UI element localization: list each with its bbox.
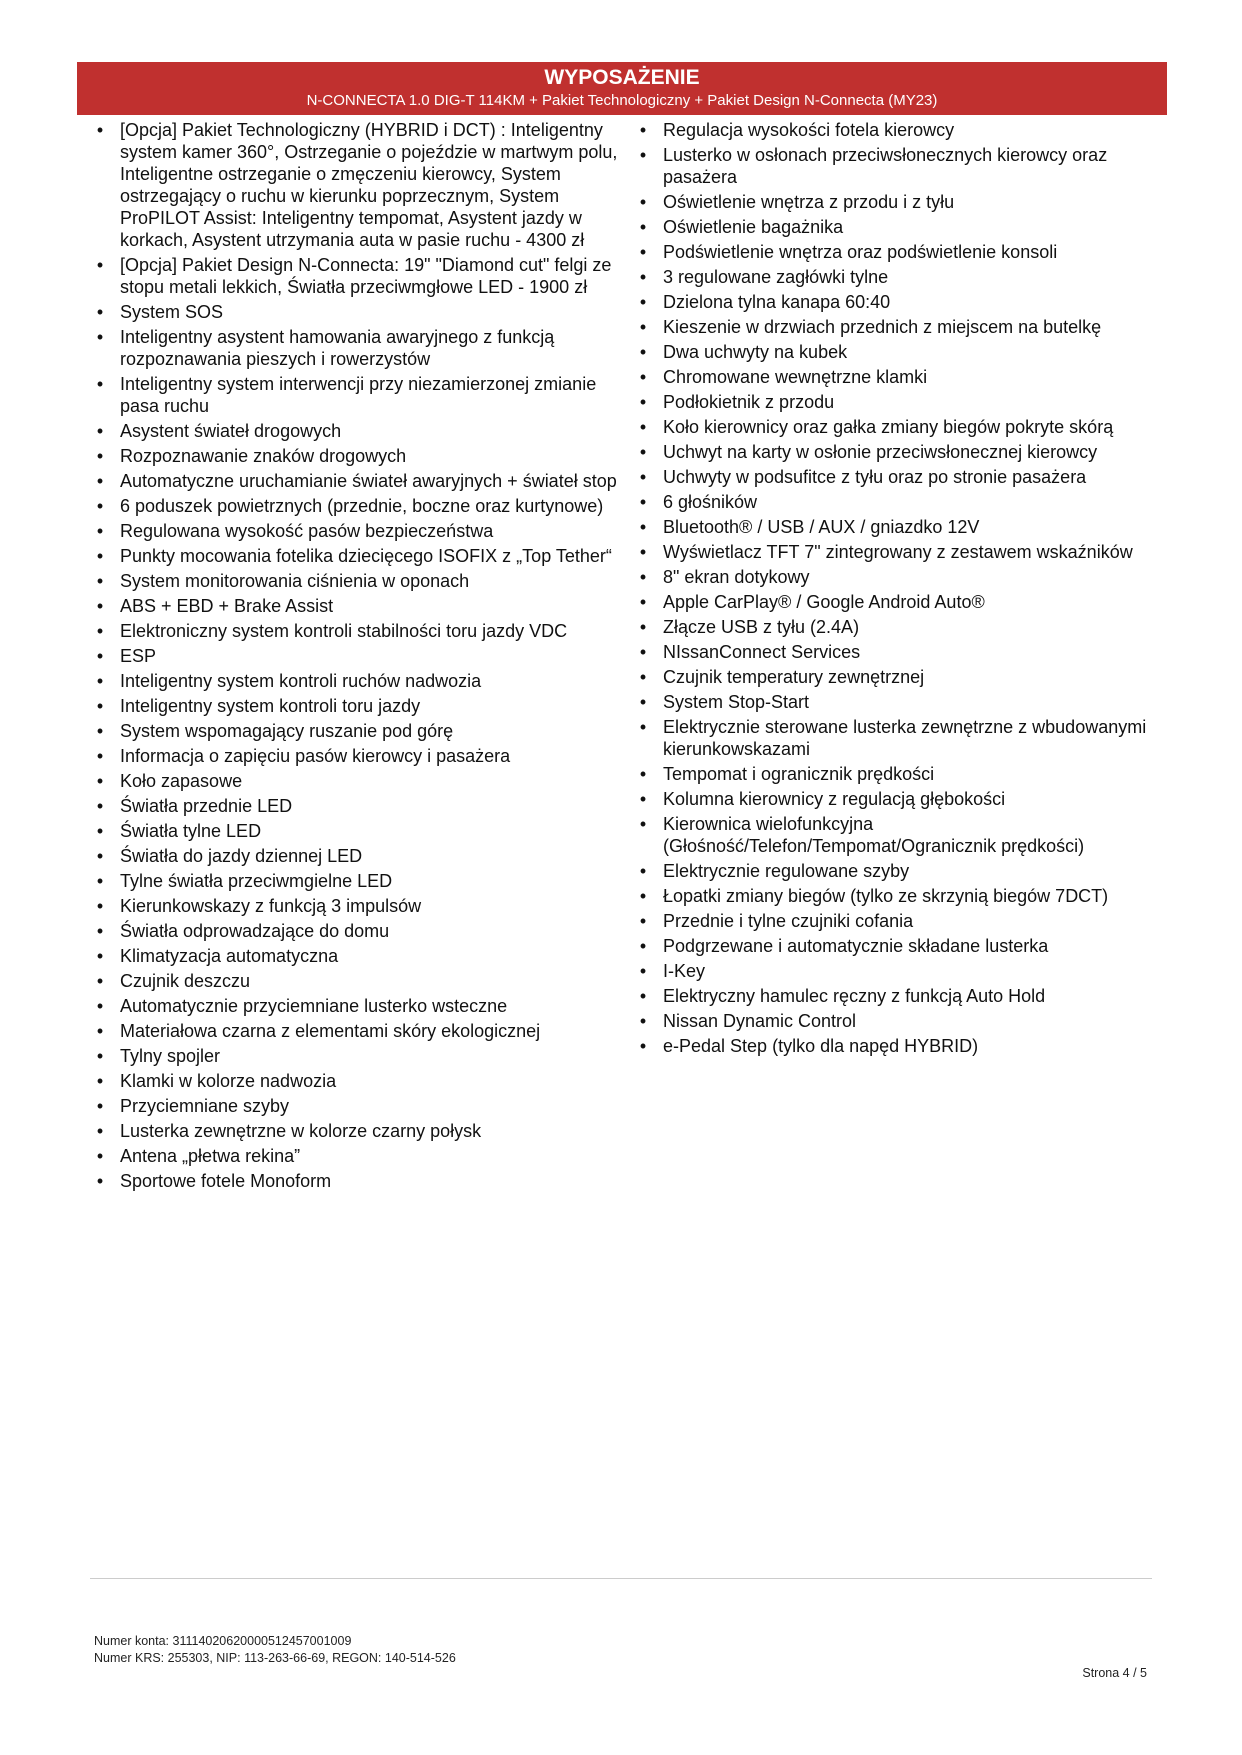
bullet-icon: • (639, 145, 647, 165)
list-item-text: Rozpoznawanie znaków drogowych (120, 446, 407, 466)
bullet-icon: • (96, 1046, 104, 1066)
list-item-text: 6 głośników (663, 492, 758, 512)
list-item (93, 520, 623, 542)
list-item-text: Uchwyt na karty w osłonie przeciwsłonecznej kierowcy (663, 442, 1098, 462)
list-item-text: Koło zapasowe (120, 771, 243, 791)
bullet-icon: • (96, 996, 104, 1016)
list-item-text: ABS + EBD + Brake Assist (120, 596, 334, 616)
list-item (636, 1010, 1166, 1032)
list-item (636, 366, 1166, 388)
list-item-text: Podświetlenie wnętrza oraz podświetlenie konsoli (663, 242, 1058, 262)
list-item (636, 466, 1166, 488)
list-item (636, 910, 1166, 932)
list-item-text: Dzielona tylna kanapa 60:40 (663, 292, 891, 312)
bullet-icon: • (96, 896, 104, 916)
list-item-text: Asystent świateł drogowych (120, 421, 342, 441)
list-item (636, 691, 1166, 713)
list-item (93, 1170, 623, 1192)
list-item (93, 495, 623, 517)
list-item-text: Wyświetlacz TFT 7" zintegrowany z zestawem wskaźników (663, 542, 1133, 562)
list-item-text: Apple CarPlay® / Google Android Auto® (663, 592, 985, 612)
list-item-text: Światła przednie LED (120, 796, 293, 816)
list-item (93, 945, 623, 967)
list-item-text: Tempomat i ogranicznik prędkości (663, 764, 935, 784)
bullet-icon: • (639, 692, 647, 712)
list-item (636, 144, 1166, 188)
list-item (636, 716, 1166, 760)
bullet-icon: • (96, 1021, 104, 1041)
list-item-text: Podgrzewane i automatycznie składane lusterka (663, 936, 1049, 956)
bullet-icon: • (639, 467, 647, 487)
page-number: Strona 4 / 5 (1082, 1666, 1147, 1680)
list-item (93, 254, 623, 298)
list-item-text: Koło kierownicy oraz gałka zmiany biegów pokryte skórą (663, 417, 1114, 437)
list-item (93, 620, 623, 642)
bullet-icon: • (96, 471, 104, 491)
bullet-icon: • (639, 667, 647, 687)
bullet-icon: • (639, 814, 647, 834)
bullet-icon: • (96, 120, 104, 140)
list-item (636, 1035, 1166, 1057)
bullet-icon: • (639, 442, 647, 462)
list-item-text: Informacja o zapięciu pasów kierowcy i pasażera (120, 746, 511, 766)
list-item (636, 241, 1166, 263)
bullet-icon: • (639, 717, 647, 737)
list-item (93, 920, 623, 942)
equipment-list-right (636, 119, 1166, 1060)
list-item (93, 373, 623, 417)
list-item-text: Światła do jazdy dziennej LED (120, 846, 363, 866)
bullet-icon: • (639, 642, 647, 662)
bullet-icon: • (96, 821, 104, 841)
bullet-icon: • (639, 567, 647, 587)
bullet-icon: • (639, 1011, 647, 1031)
bullet-icon: • (96, 255, 104, 275)
list-item-text: Nissan Dynamic Control (663, 1011, 857, 1031)
list-item (93, 745, 623, 767)
list-item-text: [Opcja] Pakiet Design N-Connecta: 19" "Diamond cut" felgi ze stopu metali lekkich, Światła przeciwmgłowe LED - 1900 zł (120, 255, 612, 297)
list-item-text: 3 regulowane zagłówki tylne (663, 267, 889, 287)
list-item (636, 391, 1166, 413)
bullet-icon: • (639, 789, 647, 809)
bullet-icon: • (96, 671, 104, 691)
list-item (93, 470, 623, 492)
list-item (636, 788, 1166, 810)
list-item (93, 895, 623, 917)
bullet-icon: • (96, 1171, 104, 1191)
list-item (93, 845, 623, 867)
list-item-text: Klimatyzacja automatyczna (120, 946, 339, 966)
list-item-text: Chromowane wewnętrzne klamki (663, 367, 928, 387)
bullet-icon: • (639, 267, 647, 287)
list-item-text: Regulacja wysokości fotela kierowcy (663, 120, 955, 140)
list-item (636, 885, 1166, 907)
list-item (636, 616, 1166, 638)
list-item (93, 795, 623, 817)
list-item (636, 191, 1166, 213)
list-item (636, 666, 1166, 688)
bullet-icon: • (639, 392, 647, 412)
list-item (636, 341, 1166, 363)
list-item (93, 820, 623, 842)
bullet-icon: • (96, 327, 104, 347)
list-item-text: Tylny spojler (120, 1046, 221, 1066)
list-item (93, 645, 623, 667)
list-item-text: Czujnik deszczu (120, 971, 251, 991)
bullet-icon: • (639, 861, 647, 881)
list-item (93, 301, 623, 323)
bullet-icon: • (96, 796, 104, 816)
list-item (636, 541, 1166, 563)
equipment-header (77, 62, 1167, 115)
list-item (636, 491, 1166, 513)
bullet-icon: • (639, 292, 647, 312)
list-item-text: System Stop-Start (663, 692, 810, 712)
list-item (636, 591, 1166, 613)
bullet-icon: • (96, 621, 104, 641)
list-item-text: Kierunkowskazy z funkcją 3 impulsów (120, 896, 422, 916)
header-title: WYPOSAŻENIE (544, 66, 700, 89)
list-item-text: 6 poduszek powietrznych (przednie, boczne oraz kurtynowe) (120, 496, 604, 516)
list-item-text: Inteligentny system kontroli ruchów nadwozia (120, 671, 482, 691)
list-item-text: Bluetooth® / USB / AUX / gniazdko 12V (663, 517, 980, 537)
bullet-icon: • (96, 846, 104, 866)
list-item (636, 441, 1166, 463)
list-item (93, 119, 623, 251)
list-item-text: I-Key (663, 961, 706, 981)
list-item (93, 326, 623, 370)
list-item-text: Elektrycznie regulowane szyby (663, 861, 910, 881)
list-item (93, 1145, 623, 1167)
list-item (93, 970, 623, 992)
bullet-icon: • (639, 886, 647, 906)
list-item (93, 995, 623, 1017)
bullet-icon: • (639, 986, 647, 1006)
list-item-text: Inteligentny system interwencji przy niezamierzonej zmianie pasa ruchu (120, 374, 597, 416)
list-item (93, 1120, 623, 1142)
list-item-text: Automatyczne uruchamianie świateł awaryjnych + świateł stop (120, 471, 617, 491)
list-item (636, 266, 1166, 288)
bullet-icon: • (96, 546, 104, 566)
list-item (636, 516, 1166, 538)
list-item (636, 119, 1166, 141)
footer-company-ids: Numer KRS: 255303, NIP: 113-263-66-69, REGON: 140-514-526 (94, 1651, 456, 1665)
bullet-icon: • (639, 1036, 647, 1056)
list-item (636, 641, 1166, 663)
list-item (636, 763, 1166, 785)
bullet-icon: • (639, 492, 647, 512)
list-item-text: Elektroniczny system kontroli stabilności toru jazdy VDC (120, 621, 568, 641)
list-item-text: Antena „płetwa rekina” (120, 1146, 301, 1166)
list-item (93, 545, 623, 567)
list-item (93, 1045, 623, 1067)
list-item (636, 416, 1166, 438)
list-item-text: Sportowe fotele Monoform (120, 1171, 332, 1191)
list-item-text: System monitorowania ciśnienia w oponach (120, 571, 470, 591)
list-item-text: Punkty mocowania fotelika dziecięcego ISOFIX z „Top Tether“ (120, 546, 612, 566)
list-item-text: Inteligentny system kontroli toru jazdy (120, 696, 421, 716)
list-item (636, 985, 1166, 1007)
bullet-icon: • (639, 517, 647, 537)
list-item (93, 595, 623, 617)
list-item-text: Elektryczny hamulec ręczny z funkcją Auto Hold (663, 986, 1046, 1006)
list-item-text: Oświetlenie wnętrza z przodu i z tyłu (663, 192, 955, 212)
list-item (93, 770, 623, 792)
bullet-icon: • (639, 120, 647, 140)
bullet-icon: • (96, 746, 104, 766)
list-item-text: Inteligentny asystent hamowania awaryjnego z funkcją rozpoznawania pieszych i rowerzystów (120, 327, 555, 369)
bullet-icon: • (639, 367, 647, 387)
bullet-icon: • (96, 871, 104, 891)
list-item-text: Klamki w kolorze nadwozia (120, 1071, 337, 1091)
list-item-text: Materiałowa czarna z elementami skóry ekologicznej (120, 1021, 541, 1041)
list-item-text: Oświetlenie bagażnika (663, 217, 844, 237)
list-item-text: Czujnik temperatury zewnętrznej (663, 667, 925, 687)
list-item (93, 445, 623, 467)
bullet-icon: • (96, 721, 104, 741)
list-item-text: Lusterko w osłonach przeciwsłonecznych kierowcy oraz pasażera (663, 145, 1108, 187)
bullet-icon: • (96, 421, 104, 441)
bullet-icon: • (96, 646, 104, 666)
list-item-text: [Opcja] Pakiet Technologiczny (HYBRID i DCT) : Inteligentny system kamer 360°, Ostrzeganie o pojeździe w martwym polu, Inteligentne ostrzeganie o zmęczeniu kierowcy, System ostrzegający o ruchu w kierunku poprzecznym, System ProPILOT Assist: Inteligentny tempomat, Asystent jazdy w korkach, Asystent utrzymania auta w pasie ruchu - 4300 zł (120, 120, 618, 250)
bullet-icon: • (96, 374, 104, 394)
list-item-text: Kierownica wielofunkcyjna (Głośność/Telefon/Tempomat/Ogranicznik prędkości) (663, 814, 1085, 856)
list-item-text: Podłokietnik z przodu (663, 392, 835, 412)
bullet-icon: • (96, 1096, 104, 1116)
bullet-icon: • (639, 242, 647, 262)
list-item (93, 870, 623, 892)
bullet-icon: • (96, 521, 104, 541)
list-item-text: ESP (120, 646, 157, 666)
list-item-text: Uchwyty w podsufitce z tyłu oraz po stronie pasażera (663, 467, 1087, 487)
equipment-list-left (93, 119, 623, 1195)
list-item-text: Łopatki zmiany biegów (tylko ze skrzynią biegów 7DCT) (663, 886, 1109, 906)
bullet-icon: • (96, 302, 104, 322)
bullet-icon: • (639, 936, 647, 956)
list-item-text: Światła tylne LED (120, 821, 262, 841)
list-item-text: Światła odprowadzające do domu (120, 921, 390, 941)
list-item-text: 8" ekran dotykowy (663, 567, 810, 587)
bullet-icon: • (639, 217, 647, 237)
bullet-icon: • (96, 1121, 104, 1141)
list-item-text: System wspomagający ruszanie pod górę (120, 721, 454, 741)
list-item (636, 813, 1166, 857)
bullet-icon: • (639, 617, 647, 637)
list-item (93, 670, 623, 692)
list-item-text: Lusterka zewnętrzne w kolorze czarny połysk (120, 1121, 482, 1141)
footer-account-number: Numer konta: 31114020620000512457001009 (94, 1634, 352, 1648)
list-item (93, 570, 623, 592)
bullet-icon: • (639, 764, 647, 784)
bullet-icon: • (96, 571, 104, 591)
bullet-icon: • (639, 317, 647, 337)
list-item-text: e-Pedal Step (tylko dla napęd HYBRID) (663, 1036, 979, 1056)
list-item (636, 566, 1166, 588)
header-subtitle: N-CONNECTA 1.0 DIG-T 114KM + Pakiet Technologiczny + Pakiet Design N-Connecta (MY23) (306, 92, 938, 109)
list-item (93, 695, 623, 717)
list-item-text: Tylne światła przeciwmgielne LED (120, 871, 393, 891)
list-item (93, 1095, 623, 1117)
bullet-icon: • (639, 342, 647, 362)
list-item (93, 420, 623, 442)
footer-divider (90, 1578, 1152, 1579)
bullet-icon: • (96, 446, 104, 466)
bullet-icon: • (96, 1071, 104, 1091)
list-item (93, 1020, 623, 1042)
list-item-text: Kolumna kierownicy z regulacją głębokości (663, 789, 1006, 809)
bullet-icon: • (639, 592, 647, 612)
bullet-icon: • (639, 961, 647, 981)
bullet-icon: • (639, 911, 647, 931)
list-item-text: Automatycznie przyciemniane lusterko wsteczne (120, 996, 508, 1016)
list-item-text: Elektrycznie sterowane lusterka zewnętrzne z wbudowanymi kierunkowskazami (663, 717, 1147, 759)
bullet-icon: • (96, 496, 104, 516)
bullet-icon: • (639, 542, 647, 562)
list-item (636, 935, 1166, 957)
list-item-text: Regulowana wysokość pasów bezpieczeństwa (120, 521, 494, 541)
list-item-text: Przyciemniane szyby (120, 1096, 290, 1116)
bullet-icon: • (96, 1146, 104, 1166)
list-item (636, 216, 1166, 238)
bullet-icon: • (96, 946, 104, 966)
list-item (93, 720, 623, 742)
list-item-text: Przednie i tylne czujniki cofania (663, 911, 914, 931)
bullet-icon: • (639, 192, 647, 212)
list-item-text: System SOS (120, 302, 224, 322)
list-item (636, 316, 1166, 338)
list-item-text: Dwa uchwyty na kubek (663, 342, 848, 362)
list-item-text: Złącze USB z tyłu (2.4A) (663, 617, 860, 637)
bullet-icon: • (96, 596, 104, 616)
bullet-icon: • (639, 417, 647, 437)
list-item (636, 960, 1166, 982)
bullet-icon: • (96, 771, 104, 791)
list-item (93, 1070, 623, 1092)
list-item-text: NIssanConnect Services (663, 642, 861, 662)
bullet-icon: • (96, 971, 104, 991)
bullet-icon: • (96, 921, 104, 941)
list-item (636, 860, 1166, 882)
list-item (636, 291, 1166, 313)
list-item-text: Kieszenie w drzwiach przednich z miejscem na butelkę (663, 317, 1102, 337)
bullet-icon: • (96, 696, 104, 716)
